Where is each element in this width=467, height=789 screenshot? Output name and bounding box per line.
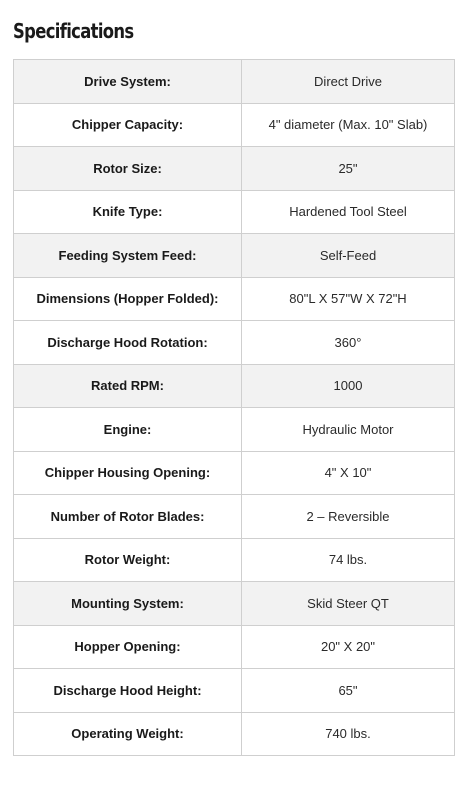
spec-row-chipper-capacity	[14, 103, 455, 147]
spec-row-discharge-hood-rotation	[14, 321, 455, 365]
spec-label: Operating Weight:	[14, 712, 242, 756]
spec-row-chipper-housing-opening	[14, 451, 455, 495]
spec-value: 1000	[242, 364, 455, 408]
spec-row-operating-weight	[14, 712, 455, 756]
spec-label: Mounting System:	[14, 582, 242, 626]
spec-value: 2 – Reversible	[242, 495, 455, 539]
spec-row-dimensions	[14, 277, 455, 321]
spec-row-mounting-system	[14, 582, 455, 626]
spec-label: Engine:	[14, 408, 242, 452]
spec-label: Hopper Opening:	[14, 625, 242, 669]
spec-row-drive-system	[14, 60, 455, 104]
spec-label: Rotor Weight:	[14, 538, 242, 582]
spec-label: Chipper Housing Opening:	[14, 451, 242, 495]
spec-label: Drive System:	[14, 60, 242, 104]
spec-label: Dimensions (Hopper Folded):	[14, 277, 242, 321]
page-title: Specifications	[13, 19, 134, 43]
spec-value: 25"	[242, 147, 455, 191]
spec-row-engine	[14, 408, 455, 452]
spec-value: 740 lbs.	[242, 712, 455, 756]
spec-value: 65"	[242, 669, 455, 713]
spec-value: 74 lbs.	[242, 538, 455, 582]
spec-label: Discharge Hood Height:	[14, 669, 242, 713]
spec-value: Direct Drive	[242, 60, 455, 104]
spec-value: 4" diameter (Max. 10" Slab)	[242, 103, 455, 147]
spec-row-feeding-system-feed	[14, 234, 455, 278]
spec-value: Self-Feed	[242, 234, 455, 278]
specifications-table	[13, 59, 455, 756]
spec-value: Hardened Tool Steel	[242, 190, 455, 234]
spec-row-rotor-size	[14, 147, 455, 191]
spec-label: Rotor Size:	[14, 147, 242, 191]
spec-label: Chipper Capacity:	[14, 103, 242, 147]
spec-value: 80"L X 57"W X 72"H	[242, 277, 455, 321]
spec-value: 360°	[242, 321, 455, 365]
spec-value: 20" X 20"	[242, 625, 455, 669]
specifications-table-body	[14, 60, 455, 756]
spec-label: Rated RPM:	[14, 364, 242, 408]
spec-value: Skid Steer QT	[242, 582, 455, 626]
spec-label: Number of Rotor Blades:	[14, 495, 242, 539]
spec-value: Hydraulic Motor	[242, 408, 455, 452]
spec-row-rated-rpm	[14, 364, 455, 408]
spec-label: Discharge Hood Rotation:	[14, 321, 242, 365]
spec-label: Feeding System Feed:	[14, 234, 242, 278]
spec-value: 4" X 10"	[242, 451, 455, 495]
spec-row-hopper-opening	[14, 625, 455, 669]
spec-row-number-of-rotor-blades	[14, 495, 455, 539]
spec-label: Knife Type:	[14, 190, 242, 234]
spec-row-discharge-hood-height	[14, 669, 455, 713]
spec-row-knife-type	[14, 190, 455, 234]
spec-row-rotor-weight	[14, 538, 455, 582]
